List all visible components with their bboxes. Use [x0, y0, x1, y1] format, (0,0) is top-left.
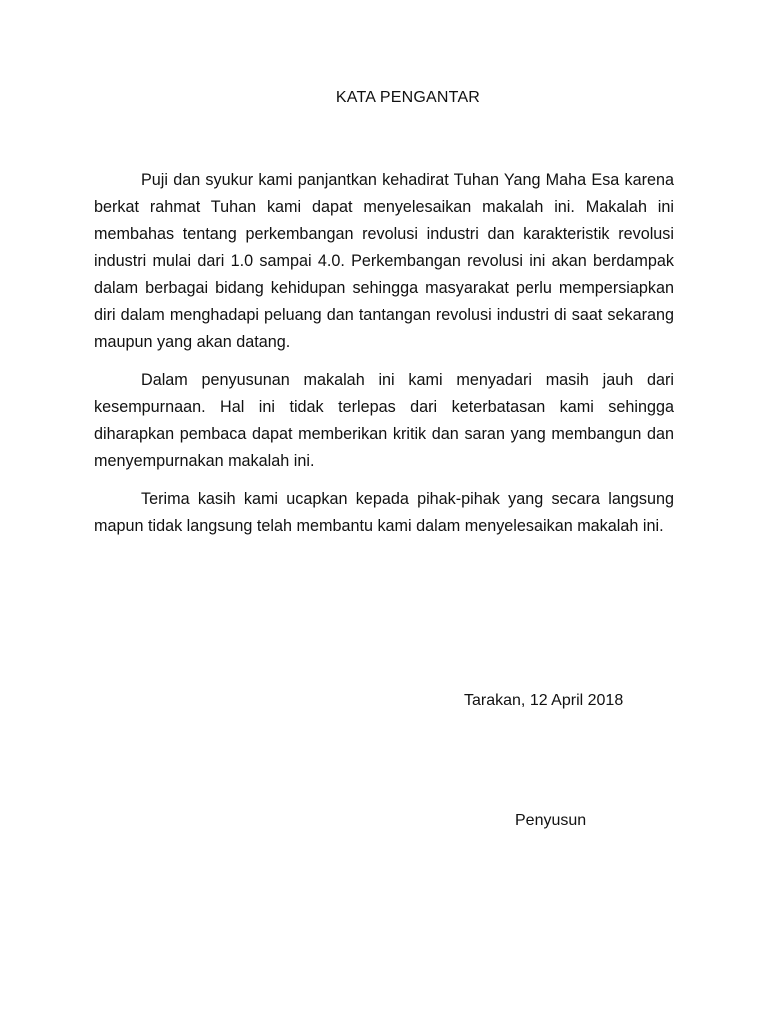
place-date: Tarakan, 12 April 2018 — [464, 692, 624, 709]
document-title: KATA PENGANTAR — [335, 89, 481, 106]
document-body — [94, 167, 674, 551]
paragraph-2: Dalam penyusunan makalah ini kami menyadari masih jauh dari kesempurnaan. Hal ini tidak terlepas dari keterbatasan kami sehingga diharapkan pembaca dapat memberikan kritik dan saran yang membangun dan menyempurnakan makalah ini. — [94, 371, 674, 470]
author-signature: Penyusun — [515, 812, 587, 829]
paragraph-3: Terima kasih kami ucapkan kepada pihak-pihak yang secara langsung mapun tidak langsung telah membantu kami dalam menyelesaikan makalah ini. — [94, 490, 674, 535]
paragraph-1: Puji dan syukur kami panjantkan kehadirat Tuhan Yang Maha Esa karena berkat rahmat Tuhan kami dapat menyelesaikan makalah ini. Makalah ini membahas tentang perkembangan revolusi industri dan karakteristik revolusi industri mulai dari 1.0 sampai 4.0. Perkembangan revolusi ini akan berdampak dalam berbagai bidang kehidupan sehingga masyarakat perlu mempersiapkan diri dalam menghadapi peluang dan tantangan revolusi industri di saat sekarang maupun yang akan datang. — [94, 171, 674, 351]
